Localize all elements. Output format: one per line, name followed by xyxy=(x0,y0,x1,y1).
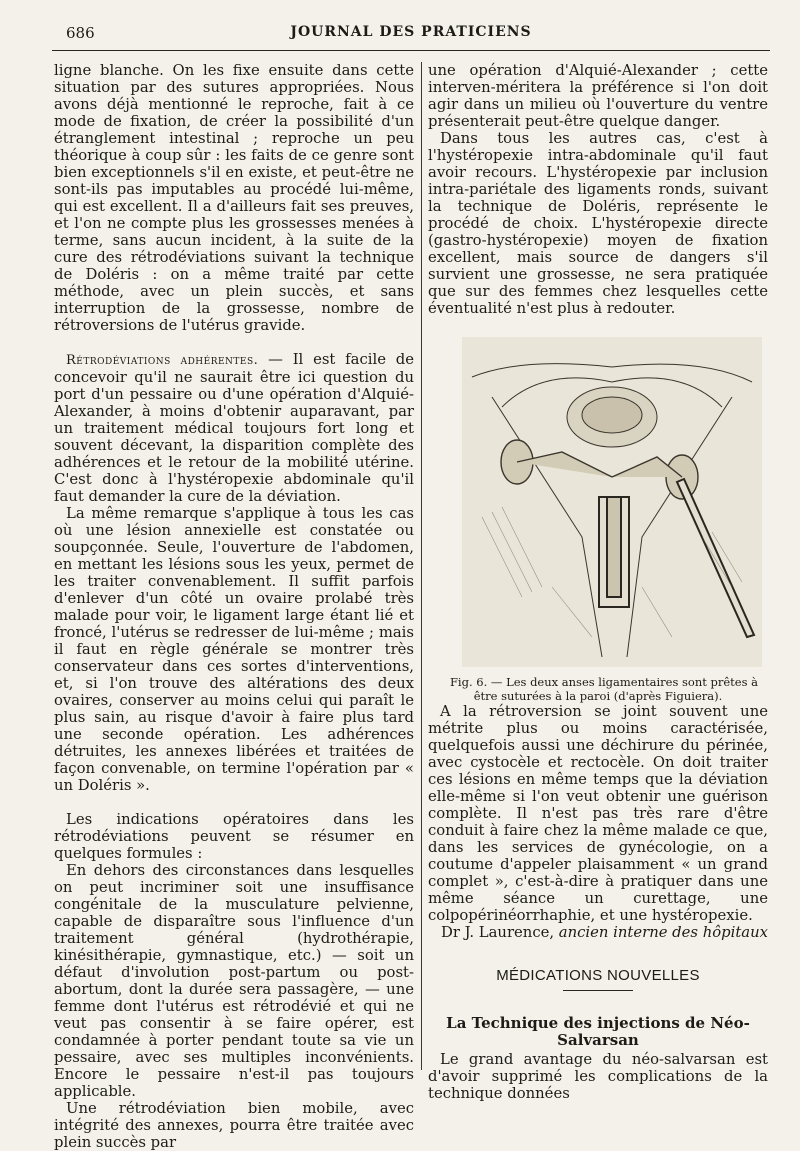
left-column xyxy=(54,62,414,1151)
paragraph-retrodeviations-adherentes xyxy=(54,351,414,505)
right-column xyxy=(428,62,768,1102)
section-heading: Rétrodéviations adhérentes. xyxy=(66,353,259,368)
author-name: Dr J. Laurence, xyxy=(440,924,555,941)
paragraph: En dehors des circonstances dans lesquelles on peut incriminer soit une insuffisance congénitale de la musculature pelvienne, capable de disparaître sous l'influence d'un traitement général (hydrothérapie, kinésithérapie, gymnastique, etc.) — soit un défaut d'involution post-partum ou post-abortum, dont la durée sera passagère, — une femme dont l'utérus est rétrodévié et qui ne veut pas consentir à se faire opérer, est condamnée à porter pendant toute sa vie un pessaire, avec ses multiples inconvénients. Encore le pessaire n'est-il pas toujours applicable. xyxy=(54,862,414,1100)
paragraph: Les indications opératoires dans les rétrodéviations peuvent se résumer en quelques formules : xyxy=(54,811,414,862)
section-title: MÉDICATIONS NOUVELLES xyxy=(496,967,700,984)
paragraph: Une rétrodéviation bien mobile, avec intégrité des annexes, pourra être traitée avec plein succès par xyxy=(54,1100,414,1151)
paragraph: A la rétroversion se joint souvent une métrite plus ou moins caractérisée, quelquefois aussi une déchirure du périnée, avec cystocèle et rectocèle. On doit traiter ces lésions en même temps que la déviation elle-même si l'on veut obtenir une guérison complète. Il n'est pas très rare d'être conduit à faire chez la même malade ce que, dans les services de gynécologie, on a coutume d'appeler plaisamment « un grand complet », c'est-à-dire à pratiquer dans une même séance un curettage, une colpopérinéorrhaphie, et une hystéropexie. xyxy=(428,703,768,924)
paragraph: Dans tous les autres cas, c'est à l'hystéropexie intra-abdominale qu'il faut avoir recours. L'hystéropexie par inclusion intra-pariétale des ligaments ronds, suivant la technique de Doléris, représente le procédé de choix. L'hystéropexie directe (gastro-hystéropexie) moyen de fixation excellent, mais source de dangers s'il survient une grossesse, ne sera pratiquée que sur des femmes chez lesquelles cette éventualité n'est plus à redouter. xyxy=(428,130,768,317)
section-divider xyxy=(563,990,633,991)
surgical-illustration xyxy=(462,337,762,667)
author-signature xyxy=(428,924,768,941)
column-divider xyxy=(421,62,422,1070)
article-title: La Technique des injections de Néo-Salvarsan xyxy=(446,1014,750,1049)
figure-caption: Fig. 6. — Les deux anses ligamentaires sont prêtes à être suturées à la paroi (d'après Figuiera). xyxy=(449,675,759,703)
page-number: 686 xyxy=(66,24,95,42)
paragraph: Le grand avantage du néo-salvarsan est d'avoir supprimé les complications de la technique données xyxy=(428,1051,768,1102)
paragraph: ligne blanche. On les fixe ensuite dans cette situation par des sutures appropriées. Nous avons déjà mentionné le reproche, fait à ce mode de fixation, de créer la possibilité d'un étranglement intestinal ; reproche un peu théorique à coup sûr : les faits de ce genre sont bien exceptionnels s'il en existe, et peut-être ne sont-ils pas imputables au procédé lui-même, qui est excellent. Il a d'ailleurs fait ses preuves, et l'on ne compte plus les grossesses menées à terme, sans aucun incident, à la suite de la cure des rétrodéviations suivant la technique de Doléris : on a même traité par cette méthode, avec un plein succès, et sans interruption de la grossesse, nombre de rétroversions de l'utérus gravide. xyxy=(54,62,414,334)
paragraph: La même remarque s'applique à tous les cas où une lésion annexielle est constatée ou soupçonnée. Seule, l'ouverture de l'abdomen, en mettant les lésions sous les yeux, permet de les traiter convenablement. Il suffit parfois d'enlever d'un côté un ovaire prolabé très malade pour voir, le ligament large étant lié et froncé, l'utérus se redresser de lui-même ; mais il faut en règle générale se montrer très conservateur dans ces sortes d'interventions, et, si l'on trouve des altérations des deux ovaires, conserver au moins celui qui paraît le plus sain, au risque d'avoir à faire plus tard une seconde opération. Les adhérences détruites, les annexes libérées et traitées de façon convenable, on termine l'opération par « un Doléris ». xyxy=(54,505,414,794)
running-title: JOURNAL DES PRATICIENS xyxy=(290,24,532,40)
author-affiliation: ancien interne des hôpitaux xyxy=(558,924,768,941)
paragraph: une opération d'Alquié-Alexander ; cette interven-méritera la préférence si l'on doit agir dans un milieu où l'ouverture du ventre présenterait peut-être quelque danger. xyxy=(428,62,768,130)
page-header xyxy=(52,20,770,51)
paragraph-text: — Il est facile de concevoir qu'il ne saurait être ici question du port d'un pessaire ou d'une opération d'Alquié-Alexander, à moins d'obtenir auparavant, par un traitement médical toujours fort long et souvent décevant, la disparition complète des adhérences et le retour de la mobilité utérine. C'est donc à l'hystéropexie abdominale qu'il faut demander la cure de la déviation. xyxy=(54,351,414,505)
surgical-drawing xyxy=(462,337,762,667)
